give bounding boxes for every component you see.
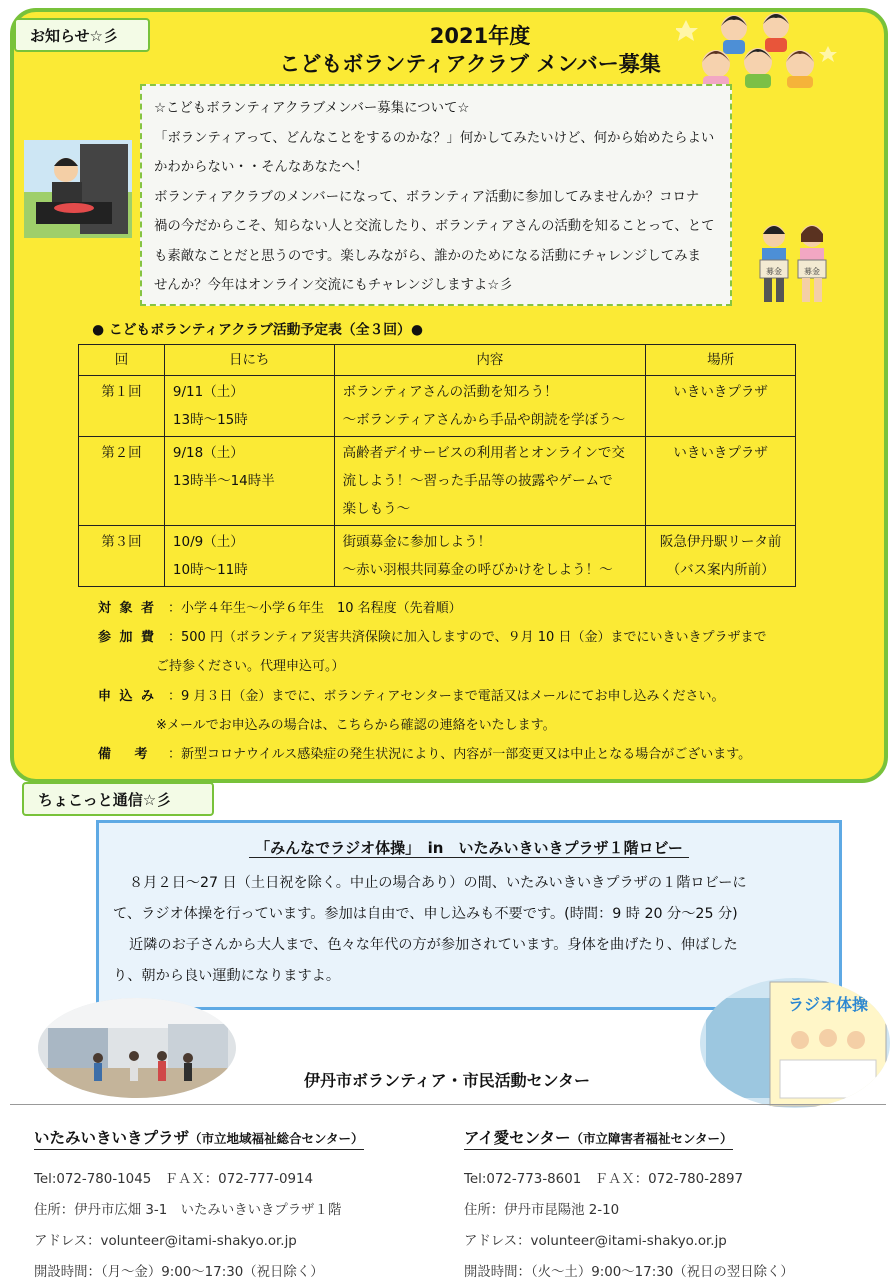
child-1 bbox=[721, 15, 747, 54]
detail-label: 対 象 者 bbox=[98, 601, 157, 616]
content-line: 街頭募金に参加しよう！ bbox=[342, 534, 492, 550]
detail-row bbox=[98, 652, 878, 681]
footer-divider bbox=[10, 1104, 886, 1105]
date-cell bbox=[164, 526, 334, 587]
notice-tab-label: お知らせ☆彡 bbox=[14, 18, 150, 52]
children-illustration bbox=[676, 6, 844, 88]
tsushin-title-text: 「みんなでラジオ体操」 in いたみいきいきプラザ１階ロビー bbox=[249, 839, 689, 858]
table-row bbox=[79, 526, 796, 587]
office-tel-fax: Tel:072-773-8601 ＦＡＸ：072-780-2897 bbox=[464, 1172, 744, 1187]
magician-illustration bbox=[24, 140, 132, 238]
donation-box-label: 募金 bbox=[804, 267, 820, 276]
donation-children-illustration bbox=[752, 222, 834, 308]
office-i-ai-center bbox=[464, 1126, 884, 1280]
office-hours: 開設時間：（火～土）9:00～17:30（祝日の翌日除く） bbox=[464, 1265, 794, 1280]
intro-line: 「ボランティアって、どんなことをするのかな？」何かしてみたいけど、何から始めたらよい bbox=[154, 130, 715, 146]
content-cell bbox=[334, 376, 646, 437]
table-row bbox=[79, 437, 796, 526]
tsushin-line: り、朝から良い運動になりますよ。 bbox=[113, 968, 341, 984]
tsushin-box bbox=[96, 820, 842, 1010]
detail-text: ご持参ください。代理申込可。） bbox=[156, 659, 345, 675]
tsushin-title bbox=[113, 837, 825, 858]
content-line: ～ボランティアさんから手品や朗読を学ぼう～ bbox=[342, 412, 626, 428]
detail-label: 備 考 bbox=[98, 747, 150, 763]
office-name-text: アイ愛センター bbox=[464, 1129, 571, 1147]
office-email: アドレス：volunteer@itami-shakyo.or.jp bbox=[34, 1234, 297, 1249]
intro-line: ボランティアクラブのメンバーになって、ボランティア活動に参加してみませんか？コロナ bbox=[154, 189, 700, 205]
content-line: 流しよう！～習った手品等の披露やゲームで bbox=[342, 473, 613, 489]
table-header-row bbox=[79, 345, 796, 376]
office-subtitle: （市立障害者福祉センター） bbox=[570, 1131, 733, 1146]
column-header: 場所 bbox=[646, 345, 796, 376]
intro-line: かわからない・・そんなあなたへ！ bbox=[154, 160, 369, 175]
flyer-title: こどもボランティアクラブ メンバー募集 bbox=[279, 52, 661, 76]
time-text: 10時～11時 bbox=[172, 562, 248, 578]
content-line: 高齢者デイサービスの利用者とオンラインで交 bbox=[342, 445, 625, 461]
date-cell bbox=[164, 376, 334, 437]
time-text: 13時半～14時半 bbox=[172, 473, 275, 489]
detail-row bbox=[98, 740, 878, 769]
content-line: ボランティアさんの活動を知ろう！ bbox=[342, 384, 558, 400]
tsushin-line: ８月２日～27 日（土日祝を除く。中止の場合あり）の間、いたみいきいきプラザの１階ロビーに bbox=[129, 875, 747, 891]
flyer-title-year: 2021年度 bbox=[429, 24, 531, 48]
radio-exercise-photo bbox=[38, 998, 236, 1098]
column-header: 内容 bbox=[334, 345, 646, 376]
detail-label: 申 込 み bbox=[98, 688, 157, 704]
detail-row bbox=[98, 594, 878, 623]
tsushin-line: 近隣のお子さんから大人まで、色々な年代の方が参加されています。身体を曲げたり、伸ばした bbox=[129, 937, 738, 953]
place-line: 阪急伊丹駅リータ前 bbox=[659, 534, 782, 550]
detail-row bbox=[98, 682, 878, 711]
place-cell bbox=[646, 526, 796, 587]
round-cell: 第２回 bbox=[79, 437, 165, 526]
column-header: 回 bbox=[79, 345, 165, 376]
content-line: 楽しもう～ bbox=[342, 501, 411, 517]
place-line: いきいきプラザ bbox=[673, 384, 768, 400]
place-cell bbox=[646, 376, 796, 437]
detail-label: 参 加 費 bbox=[98, 630, 157, 646]
office-name bbox=[34, 1126, 364, 1150]
tsushin-tab-label: ちょこっと通信☆彡 bbox=[22, 782, 214, 816]
intro-box bbox=[140, 84, 732, 306]
center-name: 伊丹市ボランティア・市民活動センター bbox=[303, 1071, 591, 1090]
place-line: いきいきプラザ bbox=[673, 445, 768, 461]
place-cell bbox=[646, 437, 796, 526]
time-text: 13時～15時 bbox=[172, 412, 248, 428]
tsushin-line: て、ラジオ体操を行っています。参加は自由で、申し込みも不要です。(時間：9 時 20 分～25 分) bbox=[113, 906, 738, 922]
date-text: 10/9（土） bbox=[172, 534, 244, 550]
date-text: 9/11（土） bbox=[172, 384, 244, 400]
donation-box-label: 募金 bbox=[766, 267, 782, 276]
intro-line: 禍の今だからこそ、知らない人と交流したり、ボランティアさんの活動を知ることって、とて bbox=[154, 219, 715, 234]
office-name-text: いたみいきいきプラザ bbox=[34, 1129, 190, 1147]
schedule-heading: ● こどもボランティアクラブ活動予定表（全３回）● bbox=[92, 322, 423, 338]
poster-title: ラジオ体操 bbox=[787, 995, 869, 1014]
radio-exercise-poster-photo bbox=[700, 978, 890, 1108]
column-header: 日にち bbox=[164, 345, 334, 376]
office-hours: 開設時間：（月～金）9:00～17:30（祝日除く） bbox=[34, 1265, 324, 1280]
detail-text: ：小学４年生～小学６年生 10 名程度（先着順） bbox=[168, 601, 462, 616]
round-cell: 第３回 bbox=[79, 526, 165, 587]
place-line: （バス案内所前） bbox=[666, 562, 775, 578]
office-tel-fax: Tel:072-780-1045 ＦＡＸ：072-777-0914 bbox=[34, 1172, 314, 1187]
detail-text: ※メールでお申込みの場合は、こちらから確認の連絡をいたします。 bbox=[156, 717, 556, 733]
schedule-table bbox=[78, 344, 796, 587]
details-list bbox=[98, 594, 878, 769]
detail-text: ：新型コロナウイルス感染症の発生状況により、内容が一部変更又は中止となる場合がございます。 bbox=[168, 747, 752, 763]
office-address: 住所：伊丹市昆陽池 2-10 bbox=[464, 1203, 620, 1218]
date-text: 9/18（土） bbox=[172, 445, 244, 461]
date-cell bbox=[164, 437, 334, 526]
intro-line: せんか？今年はオンライン交流にもチャレンジしますよ☆彡 bbox=[154, 278, 513, 293]
table-row bbox=[79, 376, 796, 437]
office-name bbox=[464, 1126, 733, 1150]
detail-row bbox=[98, 623, 878, 652]
intro-line: ☆こどもボランティアクラブメンバー募集について☆ bbox=[154, 101, 470, 116]
round-cell: 第１回 bbox=[79, 376, 165, 437]
detail-text: ：9 月３日（金）までに、ボランティアセンターまで電話又はメールにてお申し込みください。 bbox=[168, 688, 725, 704]
intro-line: も素敵なことだと思うのです。楽しみながら、誰かのためになる活動にチャレンジしてみま bbox=[154, 248, 701, 264]
detail-text: ：500 円（ボランティア災害共済保険に加入しますので、９月 10 日（金）までにいきいきプラザまで bbox=[168, 630, 767, 646]
office-subtitle: （市立地域福祉総合センター） bbox=[189, 1131, 364, 1146]
content-cell bbox=[334, 437, 646, 526]
content-line: ～赤い羽根共同募金の呼びかけをしよう！～ bbox=[342, 562, 613, 578]
office-itami-ikiiki-plaza bbox=[34, 1126, 434, 1280]
detail-row bbox=[98, 711, 878, 740]
content-cell bbox=[334, 526, 646, 587]
office-email: アドレス：volunteer@itami-shakyo.or.jp bbox=[464, 1234, 727, 1249]
office-address: 住所：伊丹市広畑 3-1 いたみいきいきプラザ１階 bbox=[34, 1203, 342, 1218]
